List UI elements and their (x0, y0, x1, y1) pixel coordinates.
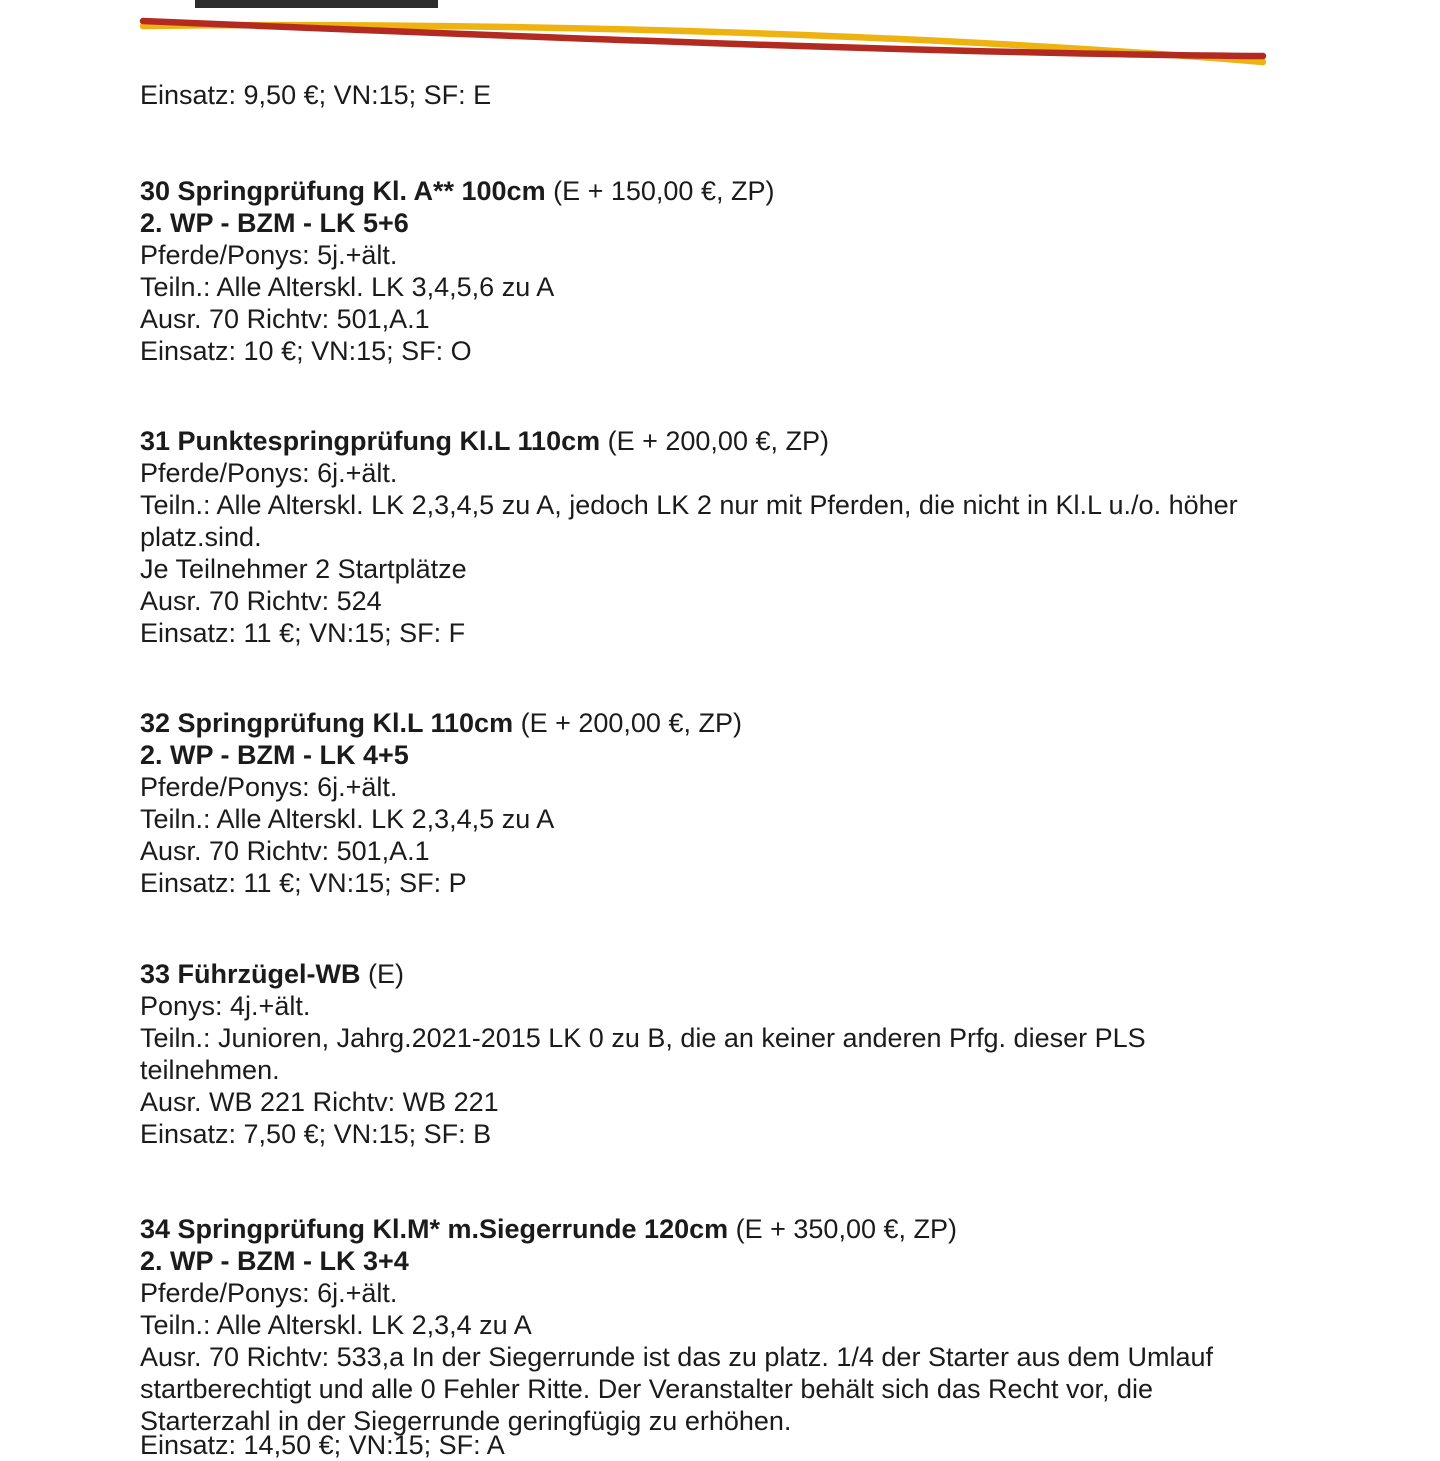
class-subtitle: 2. WP - BZM - LK 3+4 (140, 1246, 409, 1276)
class-detail-line: Pferde/Ponys: 5j.+ält. (140, 240, 398, 270)
class-section-33 (140, 958, 1146, 1150)
class-detail-line: Teiln.: Alle Alterskl. LK 2,3,4,5 zu A, jedoch LK 2 nur mit Pferden, die nicht in Kl.L u./o. höher (140, 490, 1238, 520)
class-title-main: 33 Führzügel-WB (140, 959, 361, 989)
class-detail-line: Teiln.: Junioren, Jahrg.2021-2015 LK 0 zu B, die an keiner anderen Prfg. dieser PLS (140, 1023, 1146, 1053)
class-detail-line: Teiln.: Alle Alterskl. LK 2,3,4 zu A (140, 1310, 532, 1340)
class-detail-line: platz.sind. (140, 522, 262, 552)
class-detail-line: Ausr. WB 221 Richtv: WB 221 (140, 1087, 499, 1117)
class-title-entry-info: (E + 350,00 €, ZP) (728, 1214, 957, 1244)
class-detail-line: teilnehmen. (140, 1055, 280, 1085)
class-section-30 (140, 175, 774, 367)
class-title (140, 958, 1146, 990)
class-section-32 (140, 707, 742, 899)
class-title-entry-info: (E + 200,00 €, ZP) (600, 426, 829, 456)
class-detail-line: Teiln.: Alle Alterskl. LK 2,3,4,5 zu A (140, 804, 555, 834)
class-detail-line: Pferde/Ponys: 6j.+ält. (140, 772, 398, 802)
fee-line-previous-class: Einsatz: 9,50 €; VN:15; SF: E (140, 80, 492, 110)
class-detail-line: Starterzahl in der Siegerrunde geringfügig zu erhöhen. (140, 1406, 792, 1436)
class-title-main: 32 Springprüfung Kl.L 110cm (140, 708, 514, 738)
class-fee-line: Einsatz: 11 €; VN:15; SF: F (140, 618, 466, 648)
class-title (140, 175, 774, 207)
class-fee-line: Einsatz: 10 €; VN:15; SF: O (140, 336, 472, 366)
class-detail-line: Pferde/Ponys: 6j.+ält. (140, 458, 398, 488)
swoosh-red-line (143, 21, 1263, 56)
class-detail-line: Ausr. 70 Richtv: 501,A.1 (140, 836, 430, 866)
header-black-bar (195, 0, 438, 8)
class-title (140, 1213, 1213, 1245)
class-section-34 (140, 1213, 1213, 1437)
class-fee-line: Einsatz: 7,50 €; VN:15; SF: B (140, 1119, 492, 1149)
class-fee-line: Einsatz: 11 €; VN:15; SF: P (140, 868, 467, 898)
class-title-entry-info: (E) (360, 959, 404, 989)
class-detail-line: Je Teilnehmer 2 Startplätze (140, 554, 467, 584)
class-title-main: 34 Springprüfung Kl.M* m.Siegerrunde 120cm (140, 1214, 729, 1244)
class-subtitle: 2. WP - BZM - LK 5+6 (140, 208, 409, 238)
class-title-main: 31 Punktespringprüfung Kl.L 110cm (140, 426, 601, 456)
class-detail-line: Ausr. 70 Richtv: 533,a In der Siegerrunde ist das zu platz. 1/4 der Starter aus dem Umlauf (140, 1342, 1214, 1372)
class-title-main: 30 Springprüfung Kl. A** 100cm (140, 176, 546, 206)
class-title-entry-info: (E + 150,00 €, ZP) (545, 176, 775, 206)
class-title-entry-info: (E + 200,00 €, ZP) (513, 708, 742, 738)
class-detail-line: Ponys: 4j.+ält. (140, 991, 311, 1021)
header-decoration (0, 0, 1440, 90)
class-title (140, 425, 1238, 457)
class-detail-line: Ausr. 70 Richtv: 501,A.1 (140, 304, 430, 334)
class-title (140, 707, 742, 739)
class-detail-line: Pferde/Ponys: 6j.+ält. (140, 1278, 398, 1308)
class-detail-line: startberechtigt und alle 0 Fehler Ritte. Der Veranstalter behält sich das Recht vor, die (140, 1374, 1154, 1404)
class-fee-line-clipped: Einsatz: 14,50 €; VN:15; SF: A (140, 1430, 505, 1460)
class-detail-line: Ausr. 70 Richtv: 524 (140, 586, 382, 616)
class-section-31 (140, 425, 1238, 649)
class-detail-line: Teiln.: Alle Alterskl. LK 3,4,5,6 zu A (140, 272, 555, 302)
class-subtitle: 2. WP - BZM - LK 4+5 (140, 740, 409, 770)
